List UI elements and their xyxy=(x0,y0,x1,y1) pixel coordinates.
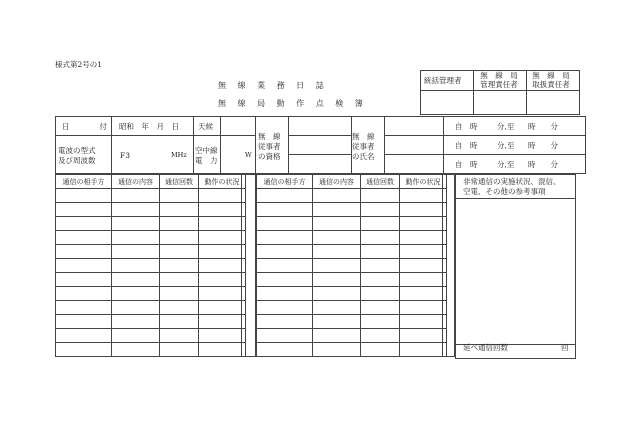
table-row xyxy=(56,273,246,287)
log-cell[interactable] xyxy=(199,245,246,259)
log-cell[interactable] xyxy=(112,287,160,301)
table-row xyxy=(257,245,447,259)
log-cell[interactable] xyxy=(400,245,447,259)
log-cell[interactable] xyxy=(112,301,160,315)
log-cell[interactable] xyxy=(160,329,199,343)
approval-stamp-2[interactable] xyxy=(474,91,527,115)
radio-type-value: F3 xyxy=(120,151,130,160)
log-cell[interactable] xyxy=(56,245,112,259)
table-row xyxy=(257,343,447,357)
approval-label-manager-2: 管理責任者 xyxy=(480,80,518,89)
log-table-left xyxy=(55,174,246,357)
log-cell[interactable] xyxy=(56,329,112,343)
table-row xyxy=(257,287,447,301)
log-cell[interactable] xyxy=(257,287,313,301)
log-cell[interactable] xyxy=(313,315,361,329)
log-cell[interactable] xyxy=(199,343,246,357)
table-row xyxy=(56,315,246,329)
log-header-left-1: 通信の相手方 xyxy=(56,175,112,189)
log-cell[interactable] xyxy=(361,259,400,273)
log-cell[interactable] xyxy=(361,203,400,217)
log-header-left-4: 動作の状況 xyxy=(199,175,246,189)
notes-body-cell[interactable] xyxy=(456,199,576,345)
notes-table xyxy=(455,174,576,359)
log-cell[interactable] xyxy=(160,273,199,287)
log-cell[interactable] xyxy=(313,203,361,217)
notes-heading-1: 非常通信の実施状況、混信、 xyxy=(463,177,561,186)
table-row xyxy=(257,315,447,329)
operator-name-label-1: 無 線 xyxy=(352,132,375,141)
operator-qual-1[interactable] xyxy=(289,117,352,136)
log-cell[interactable] xyxy=(56,273,112,287)
notes-heading-2: 空電、その他の参考事項 xyxy=(463,187,546,196)
log-cell[interactable] xyxy=(112,329,160,343)
table-row xyxy=(257,189,447,203)
operator-qual-2[interactable] xyxy=(289,136,352,155)
log-cell[interactable] xyxy=(313,273,361,287)
table-row xyxy=(56,343,246,357)
log-cell[interactable] xyxy=(400,217,447,231)
log-cell[interactable] xyxy=(313,189,361,203)
log-cell[interactable] xyxy=(56,217,112,231)
table-row xyxy=(257,217,447,231)
log-cell[interactable] xyxy=(361,189,400,203)
log-cell[interactable] xyxy=(199,259,246,273)
log-cell[interactable] xyxy=(400,287,447,301)
log-cell[interactable] xyxy=(56,203,112,217)
table-row xyxy=(56,217,246,231)
log-cell[interactable] xyxy=(257,315,313,329)
log-cell[interactable] xyxy=(400,259,447,273)
log-cell[interactable] xyxy=(160,315,199,329)
spacer-cell xyxy=(443,175,455,357)
operator-name-label-3: の氏名 xyxy=(352,152,375,161)
operator-name-2[interactable] xyxy=(385,136,444,155)
mhz-unit: MHz xyxy=(171,151,187,159)
table-row xyxy=(56,301,246,315)
log-cell[interactable] xyxy=(160,343,199,357)
log-cell[interactable] xyxy=(257,329,313,343)
time-2-to: 時 分 xyxy=(528,141,558,150)
log-cell[interactable] xyxy=(56,189,112,203)
log-cell[interactable] xyxy=(112,315,160,329)
log-cell[interactable] xyxy=(56,315,112,329)
spacer-cell xyxy=(242,175,256,357)
log-cell[interactable] xyxy=(361,217,400,231)
title-line-2: 無 線 局 動 作 点 検 簿 xyxy=(218,99,368,108)
time-1-mid: 分,至 xyxy=(497,122,515,131)
log-cell[interactable] xyxy=(257,203,313,217)
log-cell[interactable] xyxy=(313,231,361,245)
log-cell[interactable] xyxy=(257,259,313,273)
operator-qual-label-2: 従事者 xyxy=(258,142,281,151)
log-cell[interactable] xyxy=(199,273,246,287)
table-row xyxy=(56,231,246,245)
log-cell[interactable] xyxy=(56,343,112,357)
total-count-unit: 回 xyxy=(561,343,569,352)
log-cell[interactable] xyxy=(313,301,361,315)
table-row xyxy=(56,259,246,273)
radio-type-label-2: 及び周波数 xyxy=(58,156,96,165)
table-row xyxy=(257,259,447,273)
log-cell[interactable] xyxy=(361,287,400,301)
time-3-to: 時 分 xyxy=(528,160,558,169)
log-cell[interactable] xyxy=(160,217,199,231)
form-number: 様式第2号の1 xyxy=(55,60,103,69)
log-cell[interactable] xyxy=(199,329,246,343)
log-cell[interactable] xyxy=(112,203,160,217)
log-table-spacer-2 xyxy=(442,174,455,357)
weather-label: 天候 xyxy=(198,122,213,131)
approval-label-handler-2: 取扱責任者 xyxy=(532,80,570,89)
operator-qual-3[interactable] xyxy=(289,155,352,174)
time-1-from: 自 時 xyxy=(455,122,478,131)
log-cell[interactable] xyxy=(257,189,313,203)
log-cell[interactable] xyxy=(400,203,447,217)
log-cell[interactable] xyxy=(361,245,400,259)
log-cell[interactable] xyxy=(361,301,400,315)
log-cell[interactable] xyxy=(160,287,199,301)
time-1-to: 時 分 xyxy=(528,122,558,131)
log-cell[interactable] xyxy=(112,189,160,203)
approval-label-manager-1: 無 線 局 xyxy=(480,71,518,80)
log-cell[interactable] xyxy=(199,287,246,301)
log-cell[interactable] xyxy=(400,301,447,315)
log-cell[interactable] xyxy=(160,301,199,315)
log-cell[interactable] xyxy=(56,301,112,315)
log-cell[interactable] xyxy=(199,203,246,217)
operator-qual-label-3: の資格 xyxy=(258,152,281,161)
log-cell[interactable] xyxy=(361,329,400,343)
log-cell[interactable] xyxy=(400,189,447,203)
table-row xyxy=(56,329,246,343)
weather-value-cell[interactable] xyxy=(221,117,256,136)
log-cell[interactable] xyxy=(112,273,160,287)
time-2-mid: 分,至 xyxy=(497,141,515,150)
log-cell[interactable] xyxy=(400,329,447,343)
log-cell[interactable] xyxy=(160,189,199,203)
log-cell[interactable] xyxy=(257,343,313,357)
log-cell[interactable] xyxy=(56,287,112,301)
operator-name-label-2: 従事者 xyxy=(352,142,375,151)
log-cell[interactable] xyxy=(257,245,313,259)
log-cell[interactable] xyxy=(361,231,400,245)
log-cell[interactable] xyxy=(361,273,400,287)
log-cell[interactable] xyxy=(199,301,246,315)
log-header-right-4: 動作の状況 xyxy=(400,175,447,189)
log-cell[interactable] xyxy=(160,231,199,245)
log-header-right-2: 通信の内容 xyxy=(313,175,361,189)
log-cell[interactable] xyxy=(56,259,112,273)
table-row xyxy=(56,203,246,217)
table-row xyxy=(56,245,246,259)
log-header-right-3: 通信回数 xyxy=(361,175,400,189)
log-cell[interactable] xyxy=(257,231,313,245)
log-cell[interactable] xyxy=(199,217,246,231)
table-row xyxy=(257,203,447,217)
log-cell[interactable] xyxy=(112,245,160,259)
operator-name-1[interactable] xyxy=(385,117,444,136)
log-cell[interactable] xyxy=(400,343,447,357)
time-3-mid: 分,至 xyxy=(497,160,515,169)
log-table-right xyxy=(256,174,447,357)
total-count-label: 延べ通信回数 xyxy=(463,343,508,352)
log-cell[interactable] xyxy=(112,259,160,273)
log-cell[interactable] xyxy=(257,217,313,231)
log-cell[interactable] xyxy=(199,189,246,203)
log-cell[interactable] xyxy=(56,231,112,245)
log-cell[interactable] xyxy=(257,273,313,287)
date-value: 昭和 年 月 日 xyxy=(119,122,179,131)
log-cell[interactable] xyxy=(199,231,246,245)
log-cell[interactable] xyxy=(313,245,361,259)
date-label: 日 付 xyxy=(62,122,112,131)
operator-qual-label-1: 無 線 xyxy=(258,132,281,141)
log-header-right-1: 通信の相手方 xyxy=(257,175,313,189)
log-cell[interactable] xyxy=(313,329,361,343)
log-cell[interactable] xyxy=(313,287,361,301)
log-cell[interactable] xyxy=(160,203,199,217)
approval-stamp-3[interactable] xyxy=(527,91,580,115)
log-cell[interactable] xyxy=(199,315,246,329)
operator-name-3[interactable] xyxy=(385,155,444,174)
log-cell[interactable] xyxy=(400,315,447,329)
table-row xyxy=(257,301,447,315)
table-row xyxy=(257,231,447,245)
table-row xyxy=(257,329,447,343)
log-cell[interactable] xyxy=(313,217,361,231)
log-cell[interactable] xyxy=(112,217,160,231)
radio-type-label-1: 電波の型式 xyxy=(58,146,96,155)
table-row xyxy=(56,287,246,301)
approval-label-handler-1: 無 線 局 xyxy=(532,71,570,80)
log-cell[interactable] xyxy=(400,231,447,245)
power-unit: W xyxy=(245,151,252,159)
power-label-2: 電 力 xyxy=(195,156,218,165)
log-table-spacer xyxy=(241,174,256,357)
log-cell[interactable] xyxy=(313,343,361,357)
log-cell[interactable] xyxy=(361,315,400,329)
log-cell[interactable] xyxy=(112,231,160,245)
approval-stamp-1[interactable] xyxy=(421,91,474,115)
time-3-from: 自 時 xyxy=(455,160,478,169)
table-row xyxy=(56,189,246,203)
log-header-left-3: 通信回数 xyxy=(160,175,199,189)
table-row xyxy=(257,273,447,287)
log-cell[interactable] xyxy=(400,273,447,287)
log-cell[interactable] xyxy=(257,301,313,315)
log-cell[interactable] xyxy=(160,259,199,273)
power-label-1: 空中線 xyxy=(195,146,218,155)
approval-label-supervisor: 統括管理者 xyxy=(424,76,462,85)
log-cell[interactable] xyxy=(160,245,199,259)
log-cell[interactable] xyxy=(313,259,361,273)
title-line-1: 無 線 業 務 日 誌 xyxy=(218,81,329,90)
log-cell[interactable] xyxy=(361,343,400,357)
log-header-left-2: 通信の内容 xyxy=(112,175,160,189)
log-cell[interactable] xyxy=(112,343,160,357)
time-2-from: 自 時 xyxy=(455,141,478,150)
